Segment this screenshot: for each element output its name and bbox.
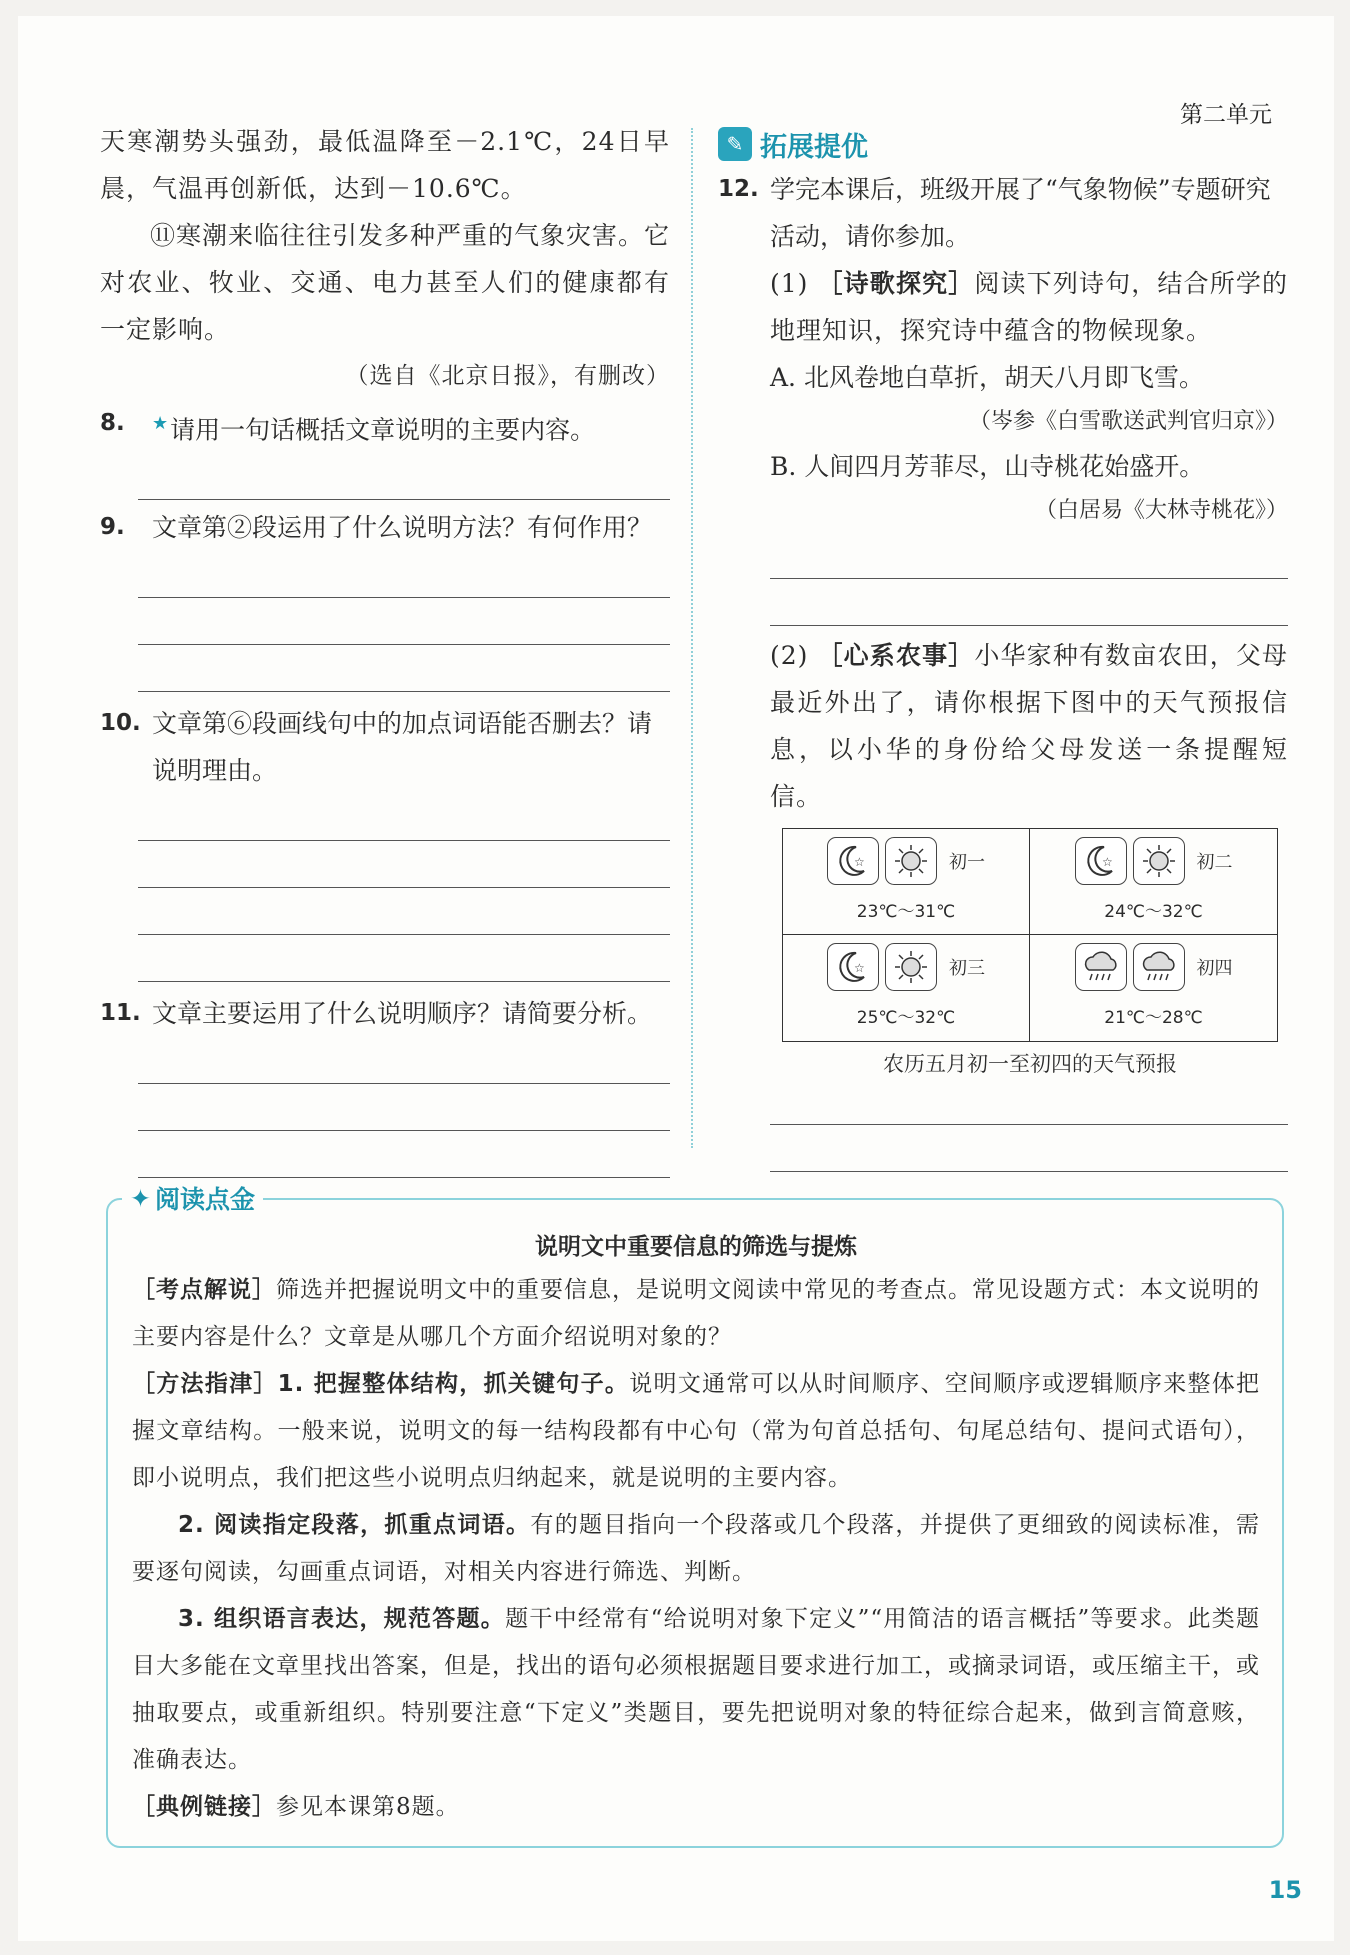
answer-line[interactable] bbox=[138, 645, 670, 692]
forecast-temp: 24℃～32℃ bbox=[1104, 902, 1203, 922]
sun-icon bbox=[885, 837, 937, 885]
tips-exam-point bbox=[132, 1267, 1260, 1361]
tips-example-link bbox=[132, 1784, 1260, 1831]
svg-text:☆: ☆ bbox=[1101, 855, 1113, 869]
moon-star-icon bbox=[827, 837, 879, 885]
question-10 bbox=[100, 700, 670, 982]
article-paragraph-11: ⑪寒潮来临往往引发多种严重的气象灾害。它对农业、牧业、交通、电力甚至人们的健康都有一定影响。 bbox=[100, 221, 671, 344]
question-9 bbox=[100, 504, 670, 692]
method-heading: 3. 组织语言表达，规范答题。 bbox=[178, 1606, 506, 1632]
answer-line[interactable] bbox=[138, 935, 670, 982]
poem-a: A. 北风卷地白草折，胡天八月即飞雪。 bbox=[770, 363, 1204, 392]
poem-b: B. 人间四月芳菲尽，山寺桃花始盛开。 bbox=[770, 452, 1205, 481]
part-label: (2) bbox=[770, 641, 809, 670]
tips-text: 说明文通常可以从时间顺序、空间顺序或逻辑顺序来整体把握文章结构。一般来说，说明文的每一结构段都有中心句（常为句首总括句、句尾总结句、提问式语句），即小说明点，我们把这些小说明点归纳起来，就是说明的主要内容。 bbox=[132, 1371, 1261, 1491]
forecast-temp: 25℃～32℃ bbox=[856, 1008, 956, 1028]
moon-star-icon bbox=[1075, 837, 1127, 885]
tips-title: 说明文中重要信息的筛选与提炼 bbox=[535, 1234, 857, 1260]
extension-header bbox=[718, 122, 1288, 166]
sparkle-icon: ✦ bbox=[130, 1183, 151, 1213]
svg-text:☆: ☆ bbox=[854, 855, 865, 869]
tag: ［考点解说］ bbox=[132, 1277, 276, 1303]
question-text: 文章主要运用了什么说明顺序？请简要分析。 bbox=[152, 999, 653, 1029]
tips-text: 题干中经常有“给说明对象下定义”“用简洁的语言概括”等要求。此类题目大多能在文章里找出答案，但是，找出的语句必须根据题目要求进行加工，或摘录词语，或压缩主干，或抽取要点，或重新组织。特别要注意“下定义”类题目，要先把说明对象的特征综合起来，做到言简意赅，准确表达。 bbox=[132, 1606, 1260, 1773]
answer-line[interactable] bbox=[138, 841, 670, 888]
weather-forecast-table bbox=[782, 828, 1278, 1042]
part-text: 小华家种有数亩农田，父母最近外出了，请你根据下图中的天气预报信息，以小华的身份给父母发送一条提醒短信。 bbox=[770, 641, 1288, 811]
tips-text: 有的题目指向一个段落或几个段落，并提供了更细致的阅读标准，需要逐句阅读，勾画重点词语，对相关内容进行筛选、判断。 bbox=[132, 1512, 1261, 1585]
rain-cloud-icon bbox=[1133, 943, 1185, 991]
column-divider bbox=[691, 128, 693, 1148]
answer-line[interactable] bbox=[770, 1078, 1288, 1125]
forecast-temp: 21℃～28℃ bbox=[1104, 1008, 1203, 1028]
answer-line[interactable] bbox=[138, 598, 670, 645]
forecast-day: 初三 bbox=[949, 958, 985, 979]
question-text: 文章第⑥段画线句中的加点词语能否删去？请说明理由。 bbox=[152, 709, 653, 786]
forecast-cell bbox=[1030, 935, 1277, 1041]
svg-text:☆: ☆ bbox=[854, 961, 865, 975]
part-tag: ［心系农事］ bbox=[817, 641, 975, 670]
forecast-cell bbox=[1030, 829, 1277, 935]
unit-title: 第二单元 bbox=[1180, 102, 1272, 128]
rocket-icon: ✎ bbox=[718, 127, 752, 161]
forecast-cell bbox=[783, 829, 1030, 935]
tips-text: 参见本课第8题。 bbox=[276, 1794, 460, 1820]
sun-icon bbox=[885, 943, 937, 991]
part-tag: ［诗歌探究］ bbox=[817, 269, 975, 298]
answer-line[interactable] bbox=[138, 453, 670, 500]
tips-method-1 bbox=[132, 1361, 1260, 1502]
question-text: 请用一句话概括文章说明的主要内容。 bbox=[170, 415, 596, 445]
answer-lines-part1 bbox=[718, 532, 1288, 626]
forecast-cell bbox=[783, 935, 1030, 1041]
tips-label-text: 阅读点金 bbox=[154, 1185, 255, 1214]
question-text: 学完本课后，班级开展了“气象物候”专题研究活动，请你参加。 bbox=[770, 175, 1271, 251]
tag: ［典例链接］ bbox=[132, 1794, 276, 1820]
answer-line[interactable] bbox=[138, 794, 670, 841]
tips-method-3 bbox=[132, 1596, 1260, 1784]
reading-tips-box bbox=[106, 1183, 1284, 1848]
article-source: （选自《北京日报》，有删改） bbox=[345, 363, 670, 389]
poem-b-source: （白居易《大林寺桃花》） bbox=[1034, 498, 1288, 523]
question-number: 8. bbox=[100, 410, 125, 436]
question-12 bbox=[718, 166, 1288, 260]
forecast-caption: 农历五月初一至初四的天气预报 bbox=[883, 1052, 1177, 1076]
moon-star-icon bbox=[827, 943, 879, 991]
sun-icon bbox=[1133, 837, 1185, 885]
part-label: (1) bbox=[770, 269, 809, 298]
rain-cloud-icon bbox=[1075, 943, 1127, 991]
star-icon: ★ bbox=[152, 413, 169, 434]
question-number: 12. bbox=[718, 176, 759, 202]
left-column bbox=[100, 118, 670, 1178]
answer-line[interactable] bbox=[138, 551, 670, 598]
tag: ［方法指津］ bbox=[132, 1371, 278, 1397]
right-column bbox=[718, 130, 1288, 1172]
question-number: 10. bbox=[100, 710, 141, 737]
answer-line[interactable] bbox=[138, 1084, 670, 1131]
part-2 bbox=[718, 632, 1288, 820]
forecast-day: 初二 bbox=[1196, 852, 1233, 873]
question-8 bbox=[100, 400, 670, 500]
tips-text: 筛选并把握说明文中的重要信息，是说明文阅读中常见的考查点。常见设题方式：本文说明的主要内容是什么？文章是从哪几个方面介绍说明对象的？ bbox=[132, 1277, 1260, 1350]
article-paragraph-continued: 天寒潮势头强劲，最低温降至－2.1℃，24日早晨，气温再创新低，达到－10.6℃。 bbox=[100, 127, 670, 203]
forecast-temp: 23℃～31℃ bbox=[856, 902, 956, 922]
answer-line[interactable] bbox=[138, 1131, 670, 1178]
answer-line[interactable] bbox=[138, 888, 670, 935]
method-heading: 1. 把握整体结构，抓关键句子。 bbox=[277, 1371, 630, 1397]
forecast-day: 初一 bbox=[949, 852, 985, 873]
question-number: 11. bbox=[100, 1000, 141, 1027]
tips-method-2 bbox=[132, 1502, 1260, 1596]
answer-line[interactable] bbox=[770, 579, 1288, 626]
part-text: 阅读下列诗句，结合所学的地理知识，探究诗中蕴含的物候现象。 bbox=[770, 269, 1288, 345]
answer-line[interactable] bbox=[138, 1037, 670, 1084]
question-text: 文章第②段运用了什么说明方法？有何作用？ bbox=[152, 513, 653, 543]
question-11 bbox=[100, 990, 670, 1178]
extension-title: 拓展提优 bbox=[760, 131, 868, 163]
part-1 bbox=[718, 260, 1288, 354]
answer-line[interactable] bbox=[770, 1125, 1288, 1172]
poem-a-source: （岑参《白雪歌送武判官归京》） bbox=[968, 409, 1288, 434]
weather-figure bbox=[718, 828, 1288, 1172]
page-number: 15 bbox=[1268, 1876, 1302, 1904]
tips-label bbox=[122, 1180, 263, 1216]
forecast-day: 初四 bbox=[1196, 958, 1233, 979]
question-number: 9. bbox=[100, 514, 125, 541]
answer-line[interactable] bbox=[770, 532, 1288, 579]
method-heading: 2. 阅读指定段落，抓重点词语。 bbox=[178, 1512, 531, 1538]
